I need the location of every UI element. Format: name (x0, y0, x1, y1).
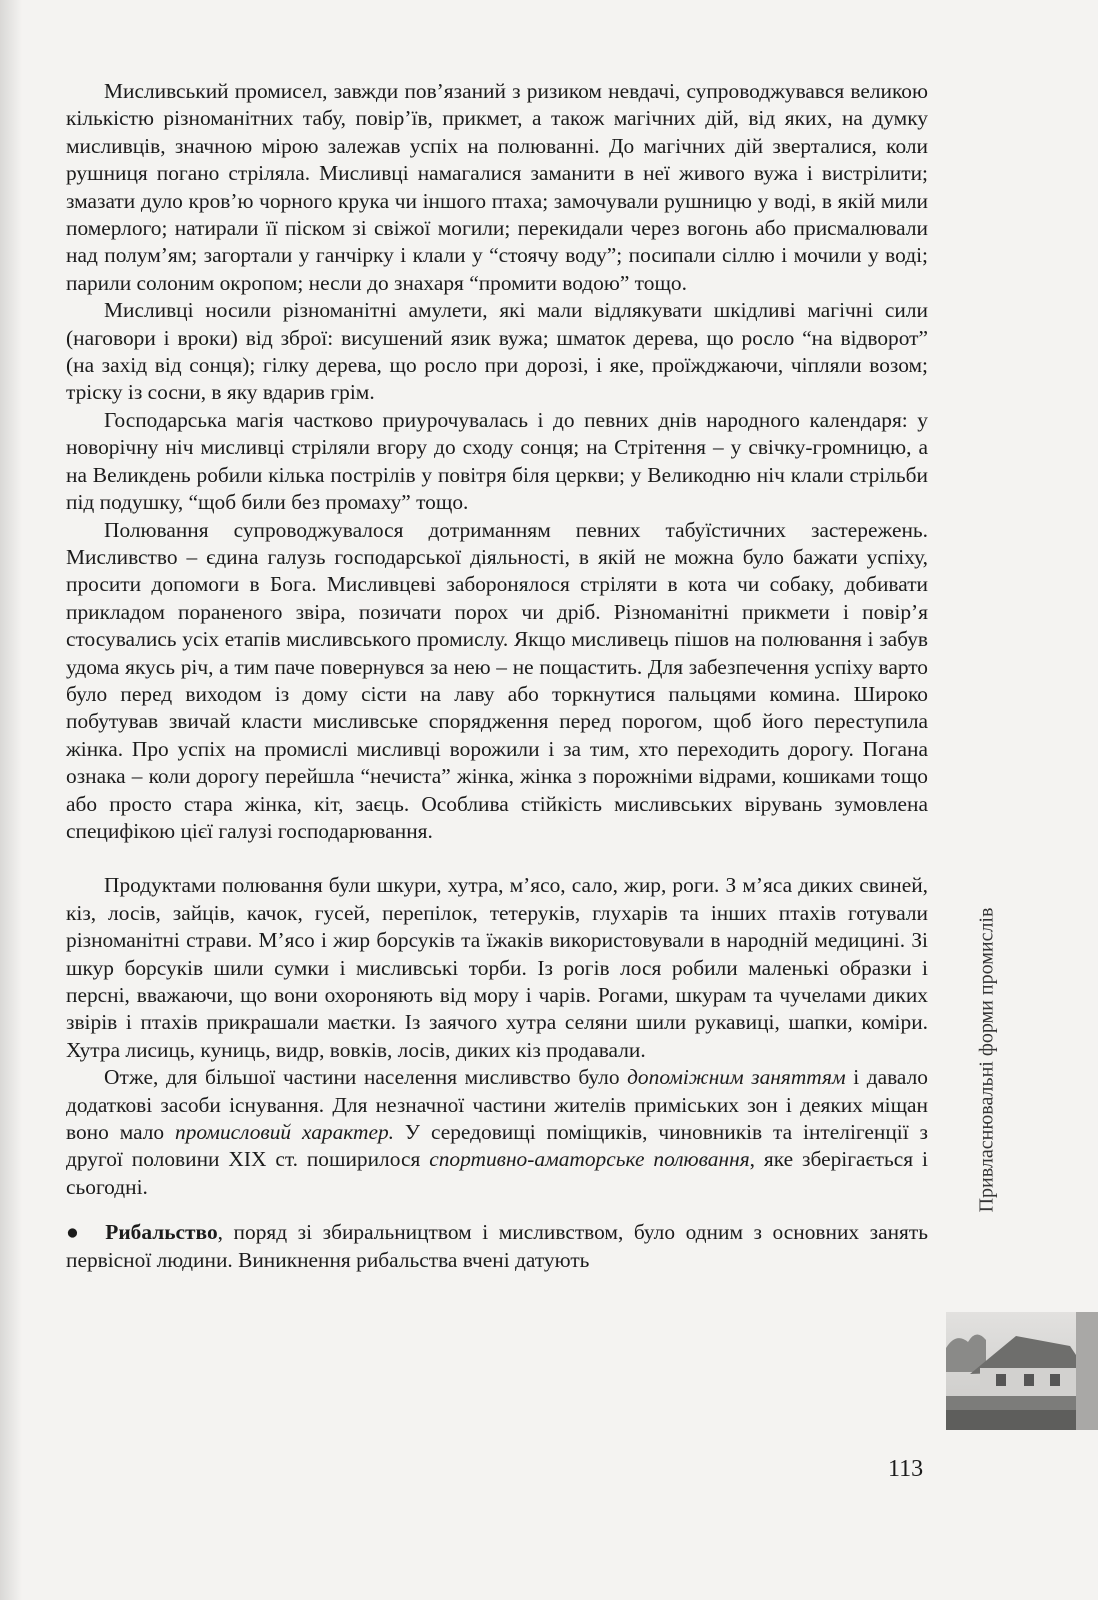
paragraph-amulets: Мисливці носили різноманітні амулети, які мали відлякувати шкідливі магічні сили (наговори і вроки) від зброї: висушений язик вужа; шматок дерева, що росло “на відворот” (на захід від сонця); гілку дерева, що росло при дорозі, і яке, проїжджаючи, чіпляли возом; тріску із сосни, в яку вдарив грім. (66, 298, 928, 405)
conclusion-text-1: Отже, для більшої частини населення мисливство було (104, 1065, 628, 1090)
paragraph-taboos: Полювання супроводжувалося дотриманням певних табуїстичних застережень. Мисливство – єдина галузь господарської діяльності, в якій не можна було бажати успіху, просити допомоги в Бога. Мисливцеві заборонялося стріляти в кота чи собаку, добивати прикладом пораненого звіра, позичати порох чи дріб. Різноманітні прикмети і повір’я стосувались усіх етапів мисливського промислу. Якщо мисливець пішов на полювання і забув удома якусь річ, а тим паче повернувся за нею – не пощастить. Для забезпечення успіху варто було перед виходом із дому сісти на лаву або торкнутися пальцями комина. Широко побутував звичай класти мисливське спорядження перед порогом, щоб його переступила жінка. Про успіх на промислі мисливці ворожили і за тим, хто переходить дорогу. Погана ознака – коли дорогу перейшла “нечиста” жінка, жінка з порожніми відрами, кошиками тощо або просто стара жінка, кіт, заєць. Особлива стійкість мисливських вірувань зумовлена специфікою цієї галузі господарювання. (66, 517, 928, 843)
paragraph-hunting-products: Продуктами полювання були шкури, хутра, м’ясо, сало, жир, роги. З м’яса диких свиней, кіз, лосів, зайців, качок, гусей, перепілок, тетеруків, глухарів та інших птахів готували різноманітні страви. М’ясо і жир борсуків та їжаків використовували в народній медицині. Зі шкур борсуків шили сумки і мисливські торби. Із рогів лося робили маленькі образки і персні, вважаючи, що вони охороняють від мору і чарів. Рогами, шкурам та чучелами диких звірів і птахів прикрашали маєтки. Із заячого хутра селяни шили рукавиці, шапки, коміри. Хутра лисиць, куниць, видр, вовків, лосів, диких кіз продавали. (66, 873, 928, 1062)
conclusion-text-4: , яке зберігається і сьогодні. (66, 1147, 928, 1199)
chapter-thumbnail-image (946, 1312, 1098, 1430)
conclusion-text-3: У середовищі поміщиків, чиновників та інтелігенції з другої половини XIX ст. поширилося (66, 1120, 928, 1172)
side-chapter-tab (958, 850, 1016, 1270)
emphasis-sport-hunting: спортивно-аматорське полювання (429, 1147, 750, 1172)
paragraph-spacer (66, 845, 928, 872)
emphasis-commercial-character: промисловий характер. (175, 1120, 395, 1145)
bullet-icon: ● (66, 1220, 85, 1245)
text-column (66, 78, 928, 1274)
conclusion-text-2: і давало додаткові засоби існування. Для незначної частини жителів приміських зон і деяких міщан воно мало (66, 1065, 928, 1145)
emphasis-auxiliary-occupation: допоміжним заняттям (627, 1065, 846, 1090)
paragraph-hunting-magic: Мисливський промисел, завжди пов’язаний з ризиком невдачі, супроводжувався великою кількістю різноманітних табу, повір’їв, прикмет, а також магічних дій, від яких, на думку мисливців, значною мірою залежав успіх на полюванні. До магічних дій зверталися, коли рушниця погано стріляла. Мисливці намагалися заманити в неї живого вужа і вистрілити; змазати дуло кров’ю чорного крука чи іншого птаха; замочували рушницю у воді, в якій мили померлого; натирали її піском зі свіжої могили; перекидали через вогонь або присмалювали над полум’ям; загортали у ганчірку і клали у “стоячу воду”; посипали сіллю і мочили у воді; парили солоним окропом; несли до знахаря “промити водою” тощо. (66, 79, 928, 295)
paragraph-conclusion (66, 1064, 928, 1201)
paragraph-fishing (66, 1219, 928, 1274)
fishing-text: , поряд зі збиральництвом і мисливством, було одним з основних занять первісної людини. Виникнення рибальства вчені датують (66, 1220, 929, 1272)
page-gutter-shadow (0, 0, 22, 1600)
side-chapter-label: Привласнювальні форми промислів (975, 907, 998, 1213)
paragraph-spacer (66, 1201, 928, 1219)
term-fishing: Рибальство (105, 1220, 218, 1245)
paragraph-calendar-magic: Господарська магія частково приурочувалась і до певних днів народного календаря: у новорічну ніч мисливці стріляли вгору до сходу сонця; на Стрітення – у свічку-громницю, а на Великдень робили кілька пострілів у повітря біля церкви; у Великодню ніч клали стрільби під подушку, “щоб били без промаху” тощо. (66, 407, 928, 515)
page-number: 113 (888, 1456, 924, 1482)
